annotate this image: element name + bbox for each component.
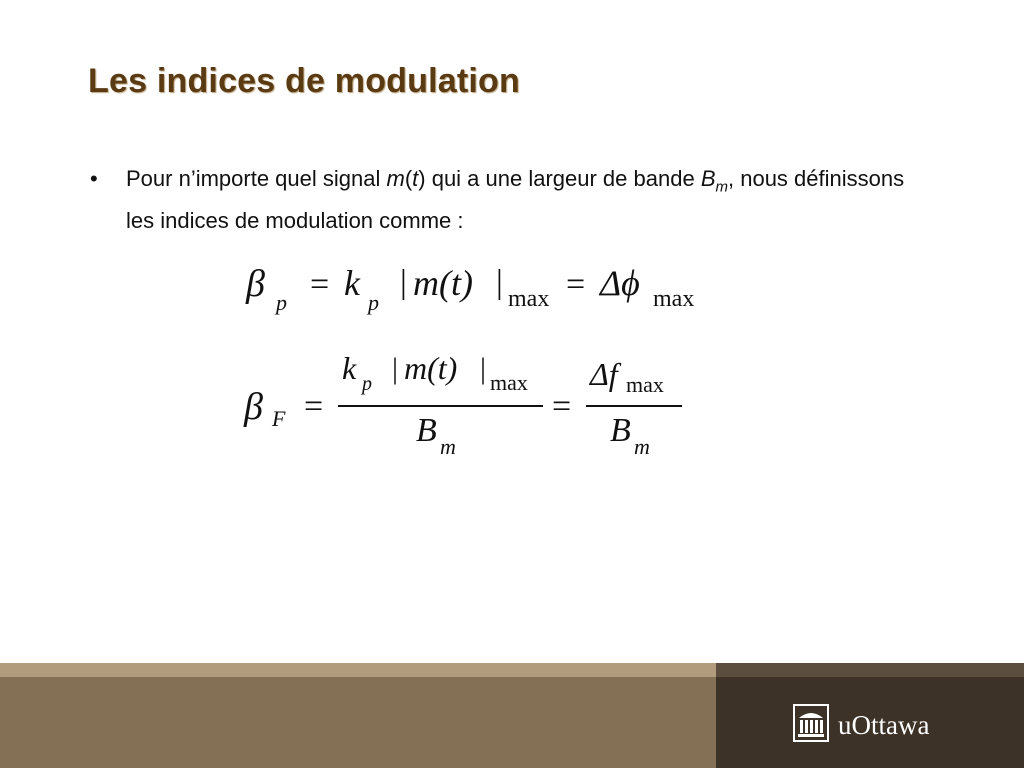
eq2-num-k: k: [342, 350, 357, 386]
eq1-abs-close: |: [496, 264, 503, 301]
eq2-den2-sub-m: m: [634, 434, 650, 459]
eq1-m-of-t: m(t): [413, 263, 473, 303]
slide-title: Les indices de modulation: [88, 62, 520, 100]
eq2-den-sub-m: m: [440, 434, 456, 459]
eq2-num2-delta-f: Δf: [590, 356, 618, 392]
eq2-num-abs-open: |: [392, 352, 399, 385]
eq1-k: k: [344, 263, 360, 303]
bullet-paren-open: (: [404, 166, 413, 191]
building-icon: [793, 704, 829, 742]
eq2-equals: =: [304, 388, 324, 425]
eq1-equals-2: =: [566, 266, 586, 303]
bullet-marker: •: [90, 166, 98, 191]
eq2-den2-B: B: [610, 412, 631, 449]
bullet-t: t: [412, 166, 419, 191]
bullet-text-pre: Pour n’importe quel signal: [126, 166, 387, 191]
eq2-fraction-bar-2: [586, 405, 682, 407]
footer-dark-band-top: [716, 663, 1024, 677]
eq1-sub-max: max: [508, 286, 550, 312]
eq2-num-sub-max: max: [490, 370, 528, 395]
bullet-B-sub: m: [715, 178, 728, 196]
bullet-text-post: , nous définissons les indices de modulation comme :: [126, 166, 905, 234]
eq2-den-B: B: [416, 412, 437, 449]
eq2-fraction-bar: [338, 405, 543, 407]
eq1-sub-p: p: [276, 290, 287, 315]
eq2-num-m-of-t: m(t): [404, 350, 458, 386]
eq2-beta: β: [244, 386, 263, 428]
eq2-num-abs-close: |: [480, 352, 487, 385]
bullet-text-mid: qui a une largeur de bande: [425, 166, 701, 191]
eq1-equals: =: [310, 266, 330, 303]
bullet-text: [126, 162, 926, 238]
eq2-equals-2: =: [552, 388, 572, 425]
eq1-sub-p2: p: [368, 290, 379, 315]
eq1-abs-open: |: [400, 264, 407, 301]
bullet-m: m: [386, 166, 405, 191]
uottawa-logo-text: uOttawa: [838, 710, 930, 740]
eq1-beta: β: [246, 263, 265, 305]
eq2-sub-F: F: [272, 406, 286, 431]
eq1-delta-phi: Δϕ: [600, 263, 640, 303]
bullet-paren-close: ): [418, 166, 426, 191]
bullet-B: B: [700, 166, 716, 191]
eq2-num2-sub-max: max: [626, 372, 664, 397]
eq1-sub-max-2: max: [653, 286, 695, 312]
eq2-num-sub-p: p: [362, 373, 372, 395]
footer-main-band: [0, 677, 716, 768]
